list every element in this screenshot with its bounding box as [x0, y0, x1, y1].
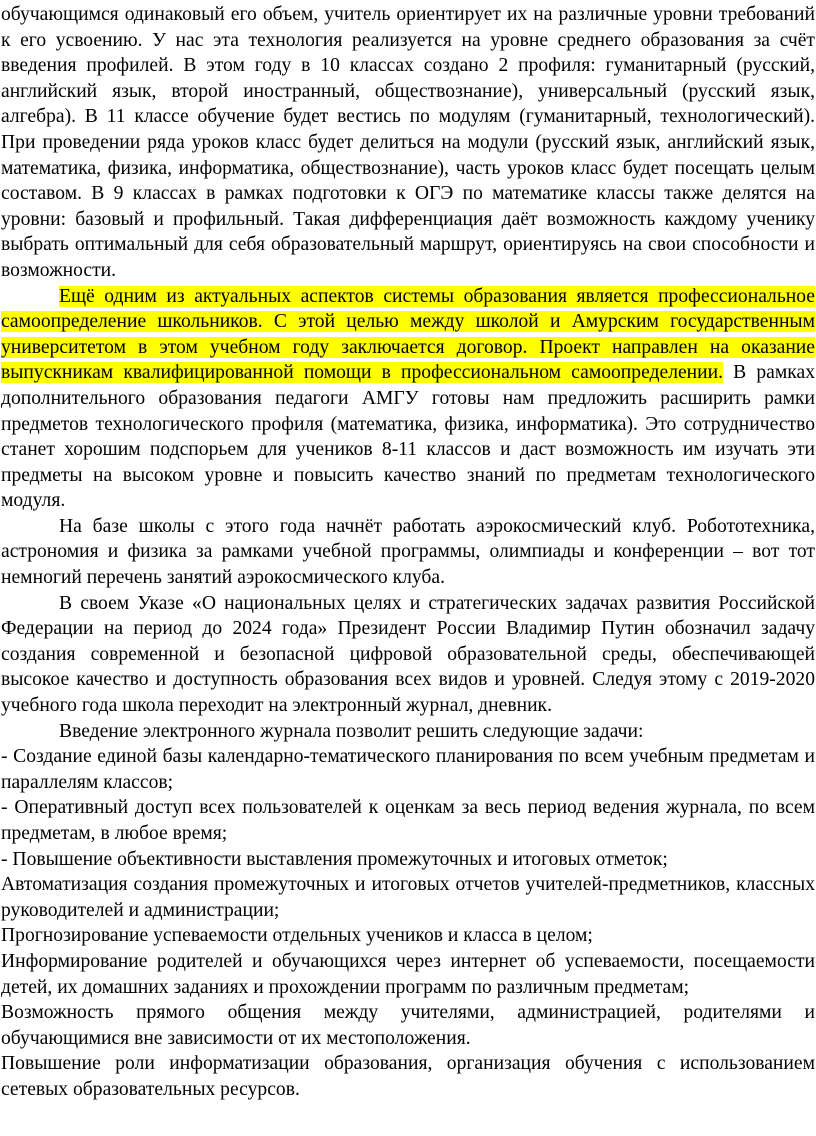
paragraph-presidential-decree: В своем Указе «О национальных целях и стратегических задачах развития Российской Федерации на период до 2024 года» Президент России Владимир Путин обозначил задачу создания современной и безопасной цифровой образовательной среды, обеспечивающей высокое качество и доступность образования всех видов и уровней. Следуя этому с 2019-2020 учебного года школа переходит на электронный журнал, дневник.	[1, 592, 815, 717]
list-item: Информирование родителей и обучающихся через интернет об успеваемости, посещаемости детей, их домашних заданиях и прохождении программ по различным предметам;	[1, 950, 815, 998]
list-item: - Создание единой базы календарно-тематического планирования по всем учебным предметам и параллелям классов;	[1, 746, 815, 793]
paragraph-continuation: В рамках дополнительного образования педагоги АМГУ готовы нам предложить расширить рамки предметов технологического профиля (математика, физика, информатика). Это сотрудничество станет хорошим подспорьем для учеников 8-11 классов и даст возможность им изучать эти предметы на высоком уровне и повысить качество знаний по предметам технологического модуля.	[1, 362, 815, 512]
highlighted-text: Ещё одним из актуальных аспектов системы образования является профессиональное самоопределение школьников. С этой целью между школой и Амурским государственным университетом в этом учебном году заключается договор. Проект направлен на оказание выпускникам квалифицированной помощи в профессиональном самоопределении.	[1, 285, 815, 384]
paragraph-aerospace-club: На базе школы с этого года начнёт работать аэрокосмический клуб. Робототехника, астрономия и физика за рамками учебной программы, олимпиады и конференции – вот тот немногий перечень занятий аэрокосмического клуба.	[1, 515, 815, 589]
list-item: Возможность прямого общения между учителями, администрацией, родителями и обучающимися вне зависимости от их местоположения.	[1, 1002, 815, 1049]
paragraph-differentiation: обучающимся одинаковый его объем, учитель ориентирует их на различные уровни требований к его усвоению. У нас эта технология реализуется на уровне среднего образования за счёт введения профилей. В этом году в 10 классах создано 2 профиля: гуманитарный (русский, английский язык, второй иностранный, обществознание), универсальный (русский язык, алгебра). В 11 классе обучение будет вестись по модулям (гуманитарный, технологический). При проведении ряда уроков класс будет делиться на модули (русский язык, английский язык, математика, физика, информатика, обществознание), часть уроков класс будет посещать целым составом. В 9 классах в рамках подготовки к ОГЭ по математике классы также делятся на уровни: базовый и профильный. Такая дифференциация даёт возможность каждому ученику выбрать оптимальный для себя образовательный маршрут, ориентируясь на свои способности и возможности.	[1, 4, 815, 281]
list-item: - Повышение объективности выставления промежуточных и итоговых отметок;	[1, 848, 668, 870]
paragraph-self-determination	[1, 284, 815, 514]
paragraph-ejournal-intro: Введение электронного журнала позволит решить следующие задачи:	[59, 720, 644, 742]
list-item: Прогнозирование успеваемости отдельных учеников и класса в целом;	[1, 925, 593, 947]
list-item: Повышение роли информатизации образования, организация обучения с использованием сетевых образовательных ресурсов.	[1, 1053, 815, 1100]
list-item: - Оперативный доступ всех пользователей к оценкам за весь период ведения журнала, по всем предметам, в любое время;	[1, 797, 815, 844]
list-item: Автоматизация создания промежуточных и итоговых отчетов учителей-предметников, классных руководителей и администрации;	[1, 874, 815, 921]
